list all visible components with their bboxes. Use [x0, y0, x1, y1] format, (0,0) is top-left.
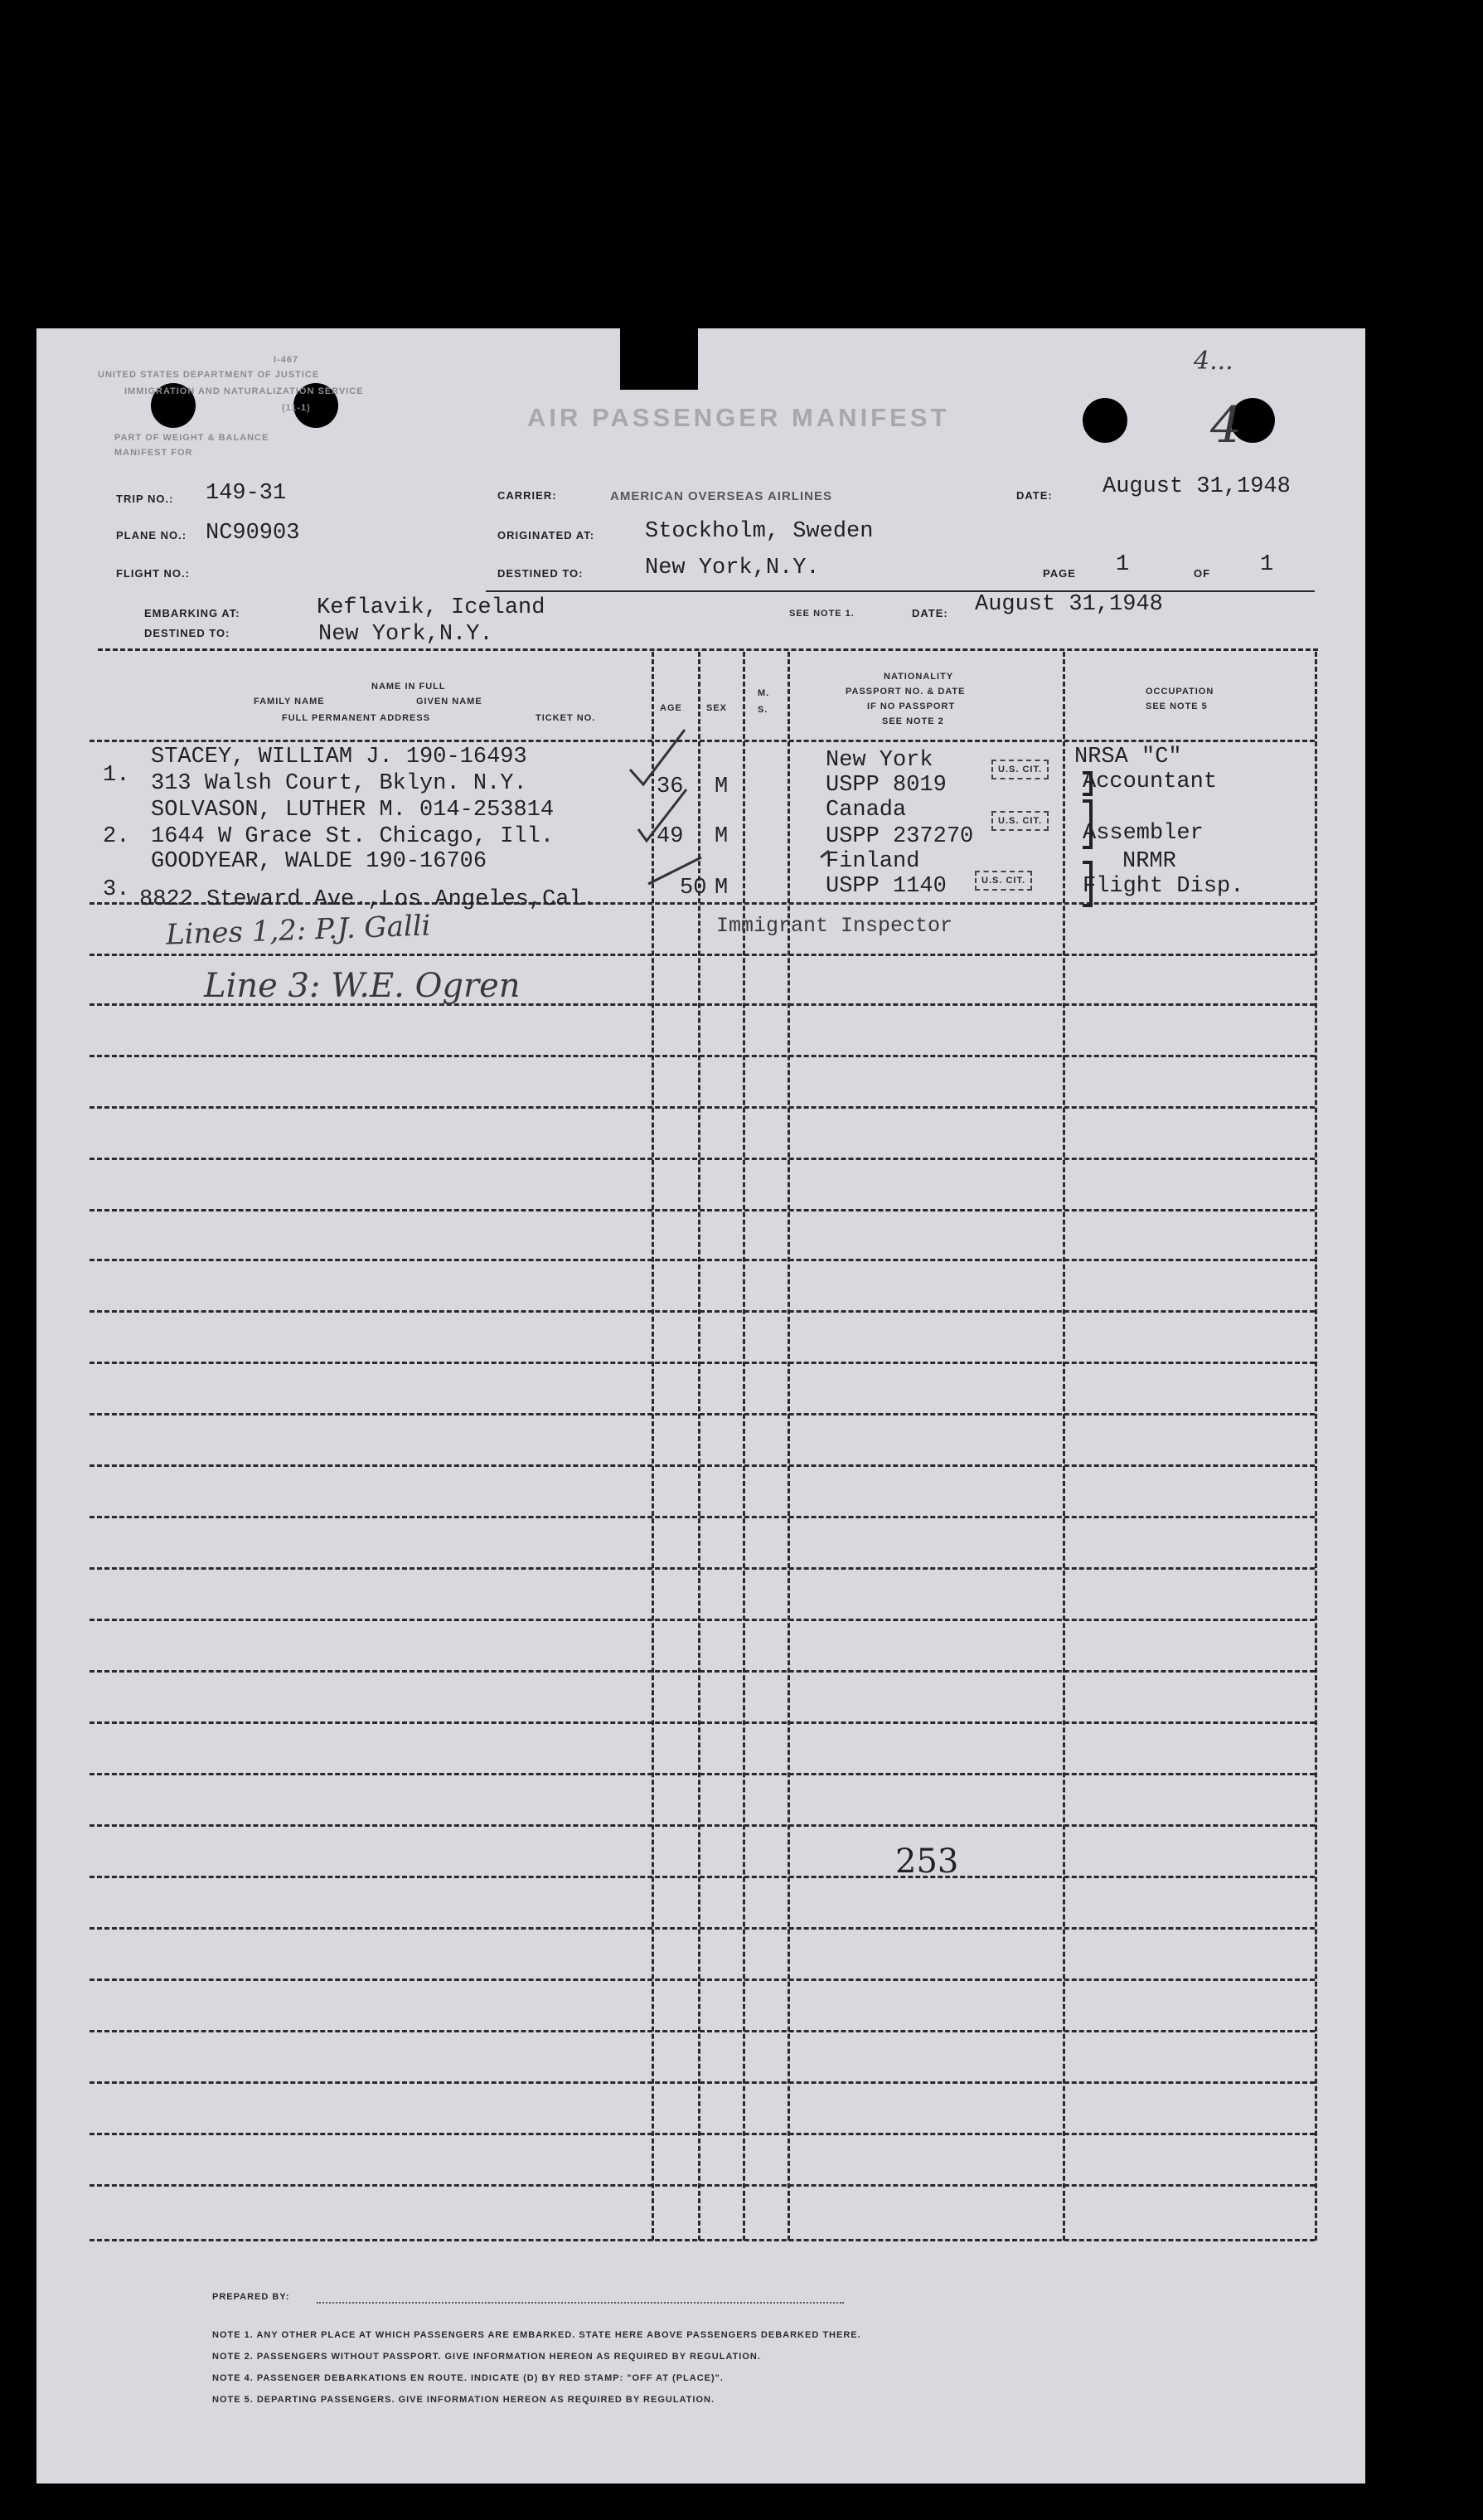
- of-value: 1: [1260, 552, 1274, 577]
- passenger-occupation-class: NRSA "C": [1074, 745, 1182, 770]
- bracket-mark: [1083, 773, 1091, 794]
- form-subnumber: (11-1): [282, 403, 311, 413]
- passenger-address: 8822 Steward Ave.,Los Angeles,Cal.: [139, 887, 596, 912]
- passenger-address: 1644 W Grace St. Chicago, Ill.: [151, 824, 555, 849]
- passenger-sex: M: [715, 876, 729, 901]
- passenger-sex: M: [715, 774, 729, 799]
- carrier-value: AMERICAN OVERSEAS AIRLINES: [610, 489, 832, 503]
- top-note: 4...: [1194, 347, 1233, 376]
- inspector-signature: Line 3: W.E. Ogren: [204, 967, 521, 1005]
- page-value: 1: [1116, 552, 1130, 577]
- passenger-age: 49: [657, 824, 684, 849]
- destined2-label: DESTINED TO:: [144, 627, 230, 639]
- passenger-name: GOODYEAR, WALDE 190-16706: [151, 849, 487, 874]
- passenger-occupation: Accountant: [1083, 770, 1218, 794]
- passenger-name: STACEY, WILLIAM J. 190-16493: [151, 745, 527, 770]
- col-given-name: GIVEN NAME: [416, 697, 482, 706]
- bracket-mark: [1083, 862, 1091, 906]
- bracket-mark: [1083, 801, 1091, 847]
- plane-label: PLANE NO.:: [116, 529, 187, 541]
- corner-mark: 4: [1210, 396, 1243, 454]
- col-address: FULL PERMANENT ADDRESS: [282, 713, 431, 723]
- passenger-passport: USPP 1140: [826, 874, 947, 899]
- passenger-passport: USPP 8019: [826, 773, 947, 798]
- destined-label: DESTINED TO:: [497, 567, 584, 580]
- plane-value: NC90903: [206, 521, 300, 546]
- passenger-occupation: Flight Disp.: [1083, 874, 1244, 899]
- pen-mark: [821, 851, 829, 857]
- of-label: OF: [1194, 567, 1211, 580]
- check-mark: [630, 730, 685, 784]
- destined2-value: New York,N.Y.: [318, 622, 493, 647]
- col-family-name: FAMILY NAME: [254, 697, 325, 706]
- manifest-for-label: MANIFEST FOR: [114, 448, 193, 458]
- date-label: DATE:: [1016, 489, 1053, 502]
- col-single: S.: [758, 705, 768, 715]
- col-nationality: NATIONALITY: [884, 672, 954, 682]
- passenger-age: 36: [657, 774, 684, 799]
- note-5: NOTE 5. DEPARTING PASSENGERS. GIVE INFORMATION HEREON AS REQUIRED BY REGULATION.: [212, 2395, 715, 2405]
- embarking-value: Keflavik, Iceland: [317, 595, 545, 620]
- col-occupation: OCCUPATION: [1146, 687, 1214, 697]
- note-4: NOTE 4. PASSENGER DEBARKATIONS EN ROUTE. INDICATE (D) BY RED STAMP: "OFF AT (PLACE)".: [212, 2373, 724, 2383]
- see-note-label: SEE NOTE 1.: [789, 609, 855, 619]
- citizen-stamp: U.S. CIT.: [991, 760, 1049, 779]
- prepared-by-line: [317, 2302, 844, 2304]
- check-mark: [648, 857, 701, 884]
- row-number: 2.: [103, 824, 130, 849]
- date2-value: August 31,1948: [975, 592, 1163, 617]
- embarking-label: EMBARKING AT:: [144, 607, 240, 619]
- service-line: IMMIGRATION AND NATURALIZATION SERVICE: [124, 386, 364, 396]
- carrier-label: CARRIER:: [497, 489, 557, 502]
- col-name-heading: NAME IN FULL: [371, 682, 446, 692]
- passenger-address: 313 Walsh Court, Bklyn. N.Y.: [151, 771, 527, 796]
- note-2: NOTE 2. PASSENGERS WITHOUT PASSPORT. GIVE INFORMATION HEREON AS REQUIRED BY REGULATION.: [212, 2352, 761, 2362]
- col-ticket: TICKET NO.: [536, 713, 596, 723]
- date2-label: DATE:: [912, 607, 948, 619]
- originated-value: Stockholm, Sweden: [645, 519, 874, 544]
- date-value: August 31,1948: [1103, 474, 1291, 499]
- passenger-nationality: Finland: [826, 849, 920, 874]
- col-married: M.: [758, 688, 770, 698]
- row-number: 1.: [103, 763, 130, 788]
- passenger-occupation: Assembler: [1083, 821, 1204, 846]
- department-line: UNITED STATES DEPARTMENT OF JUSTICE: [98, 370, 320, 380]
- page-number: 253: [895, 1843, 959, 1881]
- row-number: 3.: [103, 877, 130, 902]
- col-sex: SEX: [706, 703, 728, 713]
- document-title: AIR PASSENGER MANIFEST: [527, 403, 950, 432]
- inspector-title: Immigrant Inspector: [716, 914, 953, 938]
- form-number: I-467: [274, 355, 299, 365]
- passenger-nationality: New York: [826, 748, 933, 773]
- col-see-note-2: SEE NOTE 2: [882, 716, 944, 726]
- destined-value: New York,N.Y.: [645, 556, 820, 580]
- col-see-note-5: SEE NOTE 5: [1146, 702, 1208, 711]
- passenger-name: SOLVASON, LUTHER M. 014-253814: [151, 798, 555, 823]
- weight-balance-label: PART OF WEIGHT & BALANCE: [114, 433, 269, 443]
- trip-value: 149-31: [206, 481, 287, 506]
- check-mark: [638, 789, 686, 841]
- originated-label: ORIGINATED AT:: [497, 529, 595, 541]
- col-passport: PASSPORT NO. & DATE: [846, 687, 966, 697]
- passenger-age: 50: [680, 876, 707, 901]
- passenger-occupation-class: NRMR: [1122, 849, 1176, 874]
- trip-label: TRIP NO.:: [116, 493, 174, 505]
- citizen-stamp: U.S. CIT.: [991, 811, 1049, 831]
- flight-label: FLIGHT NO.:: [116, 567, 190, 580]
- citizen-stamp: U.S. CIT.: [975, 871, 1032, 891]
- passenger-nationality: Canada: [826, 798, 907, 823]
- col-age: AGE: [660, 703, 682, 713]
- col-no-passport: IF NO PASSPORT: [867, 702, 956, 711]
- passenger-passport: USPP 237270: [826, 824, 974, 849]
- inspector-signature: Lines 1,2: P.J. Galli: [165, 909, 432, 952]
- note-1: NOTE 1. ANY OTHER PLACE AT WHICH PASSENGERS ARE EMBARKED. STATE HERE ABOVE PASSENGERS DEBARKED THERE.: [212, 2330, 861, 2340]
- passenger-sex: M: [715, 824, 729, 849]
- page-label: PAGE: [1043, 567, 1076, 580]
- prepared-by-label: PREPARED BY:: [212, 2292, 290, 2302]
